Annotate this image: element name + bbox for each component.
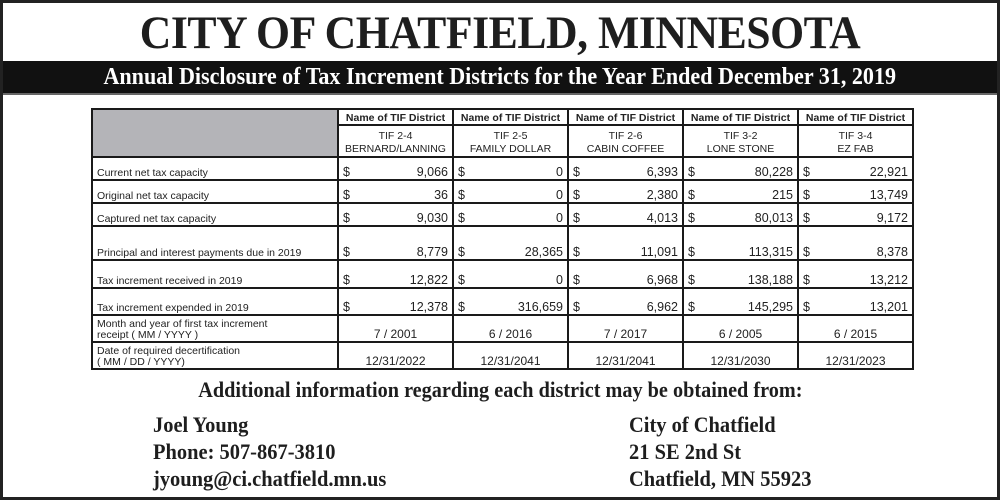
money-cell <box>453 157 568 180</box>
value: 80,228 <box>754 165 793 179</box>
currency-symbol: $ <box>688 188 695 202</box>
currency-symbol: $ <box>343 245 350 259</box>
value: 80,013 <box>754 211 793 225</box>
money-cell <box>453 260 568 288</box>
value: 11,091 <box>640 245 678 259</box>
date-cell: 12/31/2041 <box>453 342 568 369</box>
money-cell <box>338 226 453 260</box>
divider <box>3 93 997 95</box>
district-name-cell <box>568 125 683 157</box>
value: 12,822 <box>409 273 448 287</box>
money-cell <box>683 226 798 260</box>
money-cell <box>798 260 913 288</box>
money-cell <box>568 260 683 288</box>
value: 13,201 <box>869 300 908 314</box>
currency-symbol: $ <box>803 273 810 287</box>
money-cell <box>798 203 913 226</box>
tif-district-table <box>91 108 914 370</box>
row-label <box>92 342 338 369</box>
district-id: TIF 2-6 <box>608 130 643 142</box>
table-corner-cell <box>92 109 338 157</box>
value: 4,013 <box>646 211 678 225</box>
money-cell <box>683 260 798 288</box>
date-cell: 6 / 2015 <box>798 315 913 342</box>
row-label: Current net tax capacity <box>92 157 338 180</box>
value: 0 <box>556 188 563 202</box>
table-row <box>92 342 913 369</box>
row-label-line: receipt ( MM / YYYY ) <box>97 329 199 341</box>
money-cell <box>683 157 798 180</box>
district-id: TIF 2-5 <box>493 130 528 142</box>
currency-symbol: $ <box>573 188 580 202</box>
table-row <box>92 315 913 342</box>
district-name-cell <box>338 125 453 157</box>
table-row <box>92 260 913 288</box>
value: 6,968 <box>646 273 678 287</box>
value: 9,066 <box>416 165 448 179</box>
value: 316,659 <box>517 300 563 314</box>
value: 9,172 <box>876 211 908 225</box>
money-cell <box>338 180 453 203</box>
money-cell <box>453 288 568 315</box>
info-heading-text: Additional information regarding each district may be obtained from: <box>197 377 803 402</box>
office-address-block <box>629 411 825 492</box>
column-header: Name of TIF District <box>338 109 453 125</box>
date-cell: 12/31/2023 <box>798 342 913 369</box>
value: 22,921 <box>869 165 908 179</box>
money-cell <box>568 180 683 203</box>
value: 0 <box>556 273 563 287</box>
value: 2,380 <box>646 188 678 202</box>
currency-symbol: $ <box>803 245 810 259</box>
district-name: FAMILY DOLLAR <box>469 143 552 155</box>
value: 13,749 <box>869 188 908 202</box>
contact-email: jyoung@ci.chatfield.mn.us <box>153 466 387 491</box>
value: 215 <box>772 188 793 202</box>
date-cell: 6 / 2016 <box>453 315 568 342</box>
money-cell <box>798 288 913 315</box>
page-title: CITY OF CHATFIELD, MINNESOTA <box>139 7 861 59</box>
money-cell <box>568 203 683 226</box>
contact-phone: Phone: 507-867-3810 <box>153 439 336 464</box>
value: 8,779 <box>416 245 448 259</box>
currency-symbol: $ <box>573 300 580 314</box>
value: 8,378 <box>876 245 908 259</box>
money-cell <box>338 157 453 180</box>
money-cell <box>798 226 913 260</box>
district-id: TIF 3-4 <box>838 130 873 142</box>
row-label: Tax increment expended in 2019 <box>92 288 338 315</box>
office-street: 21 SE 2nd St <box>629 439 742 464</box>
contact-name: Joel Young <box>153 412 249 437</box>
money-cell <box>683 288 798 315</box>
currency-symbol: $ <box>688 245 695 259</box>
currency-symbol: $ <box>458 300 465 314</box>
currency-symbol: $ <box>688 273 695 287</box>
column-header: Name of TIF District <box>683 109 798 125</box>
money-cell <box>453 203 568 226</box>
district-name-cell <box>683 125 798 157</box>
row-label-line: Month and year of first tax increment <box>97 318 268 330</box>
district-id: TIF 3-2 <box>723 130 758 142</box>
date-cell: 12/31/2041 <box>568 342 683 369</box>
currency-symbol: $ <box>573 211 580 225</box>
currency-symbol: $ <box>343 300 350 314</box>
currency-symbol: $ <box>688 300 695 314</box>
subtitle-text: Annual Disclosure of Tax Increment Districts for the Year Ended December 31, 2019 <box>103 64 897 90</box>
money-cell <box>338 203 453 226</box>
value: 138,188 <box>747 273 793 287</box>
currency-symbol: $ <box>688 165 695 179</box>
row-label: Tax increment received in 2019 <box>92 260 338 288</box>
money-cell <box>453 180 568 203</box>
district-name-cell <box>453 125 568 157</box>
row-label: Captured net tax capacity <box>92 203 338 226</box>
table-row <box>92 203 913 226</box>
currency-symbol: $ <box>573 245 580 259</box>
money-cell <box>338 288 453 315</box>
money-cell <box>338 260 453 288</box>
table-row <box>92 226 913 260</box>
currency-symbol: $ <box>343 273 350 287</box>
row-label: Principal and interest payments due in 2019 <box>92 226 338 260</box>
currency-symbol: $ <box>573 165 580 179</box>
district-name: BERNARD/LANNING <box>345 143 446 155</box>
currency-symbol: $ <box>803 165 810 179</box>
value: 9,030 <box>416 211 448 225</box>
money-cell <box>568 157 683 180</box>
value: 6,962 <box>646 300 678 314</box>
date-cell: 12/31/2022 <box>338 342 453 369</box>
table-row <box>92 288 913 315</box>
currency-symbol: $ <box>458 273 465 287</box>
date-cell: 7 / 2017 <box>568 315 683 342</box>
table-row <box>92 180 913 203</box>
info-heading <box>3 377 997 403</box>
date-cell: 7 / 2001 <box>338 315 453 342</box>
currency-symbol: $ <box>458 211 465 225</box>
currency-symbol: $ <box>458 165 465 179</box>
money-cell <box>683 180 798 203</box>
value: 145,295 <box>747 300 793 314</box>
currency-symbol: $ <box>803 188 810 202</box>
district-name-cell <box>798 125 913 157</box>
currency-symbol: $ <box>573 273 580 287</box>
money-cell <box>798 180 913 203</box>
column-header: Name of TIF District <box>798 109 913 125</box>
money-cell <box>683 203 798 226</box>
currency-symbol: $ <box>458 245 465 259</box>
row-label-line: Date of required decertification <box>97 345 240 357</box>
currency-symbol: $ <box>458 188 465 202</box>
district-name: LONE STONE <box>706 143 775 155</box>
district-name: CABIN COFFEE <box>586 143 665 155</box>
office-name: City of Chatfield <box>629 412 776 437</box>
value: 13,212 <box>869 273 908 287</box>
row-label-line: ( MM / DD / YYYY) <box>97 356 185 368</box>
currency-symbol: $ <box>688 211 695 225</box>
money-cell <box>798 157 913 180</box>
office-city: Chatfield, MN 55923 <box>629 466 812 491</box>
value: 12,378 <box>409 300 448 314</box>
currency-symbol: $ <box>343 165 350 179</box>
value: 6,393 <box>646 165 678 179</box>
table-row <box>92 157 913 180</box>
column-header: Name of TIF District <box>568 109 683 125</box>
value: 0 <box>556 211 563 225</box>
date-cell: 12/31/2030 <box>683 342 798 369</box>
value: 0 <box>556 165 563 179</box>
currency-symbol: $ <box>343 188 350 202</box>
subtitle-banner <box>3 61 997 93</box>
date-cell: 6 / 2005 <box>683 315 798 342</box>
value: 28,365 <box>524 245 563 259</box>
currency-symbol: $ <box>803 211 810 225</box>
value: 113,315 <box>748 245 793 259</box>
row-label <box>92 315 338 342</box>
column-header: Name of TIF District <box>453 109 568 125</box>
currency-symbol: $ <box>343 211 350 225</box>
row-label: Original net tax capacity <box>92 180 338 203</box>
district-id: TIF 2-4 <box>378 130 413 142</box>
money-cell <box>568 288 683 315</box>
money-cell <box>453 226 568 260</box>
district-name: EZ FAB <box>837 143 874 155</box>
value: 36 <box>434 188 448 202</box>
currency-symbol: $ <box>803 300 810 314</box>
contact-person-block <box>153 411 404 492</box>
money-cell <box>568 226 683 260</box>
